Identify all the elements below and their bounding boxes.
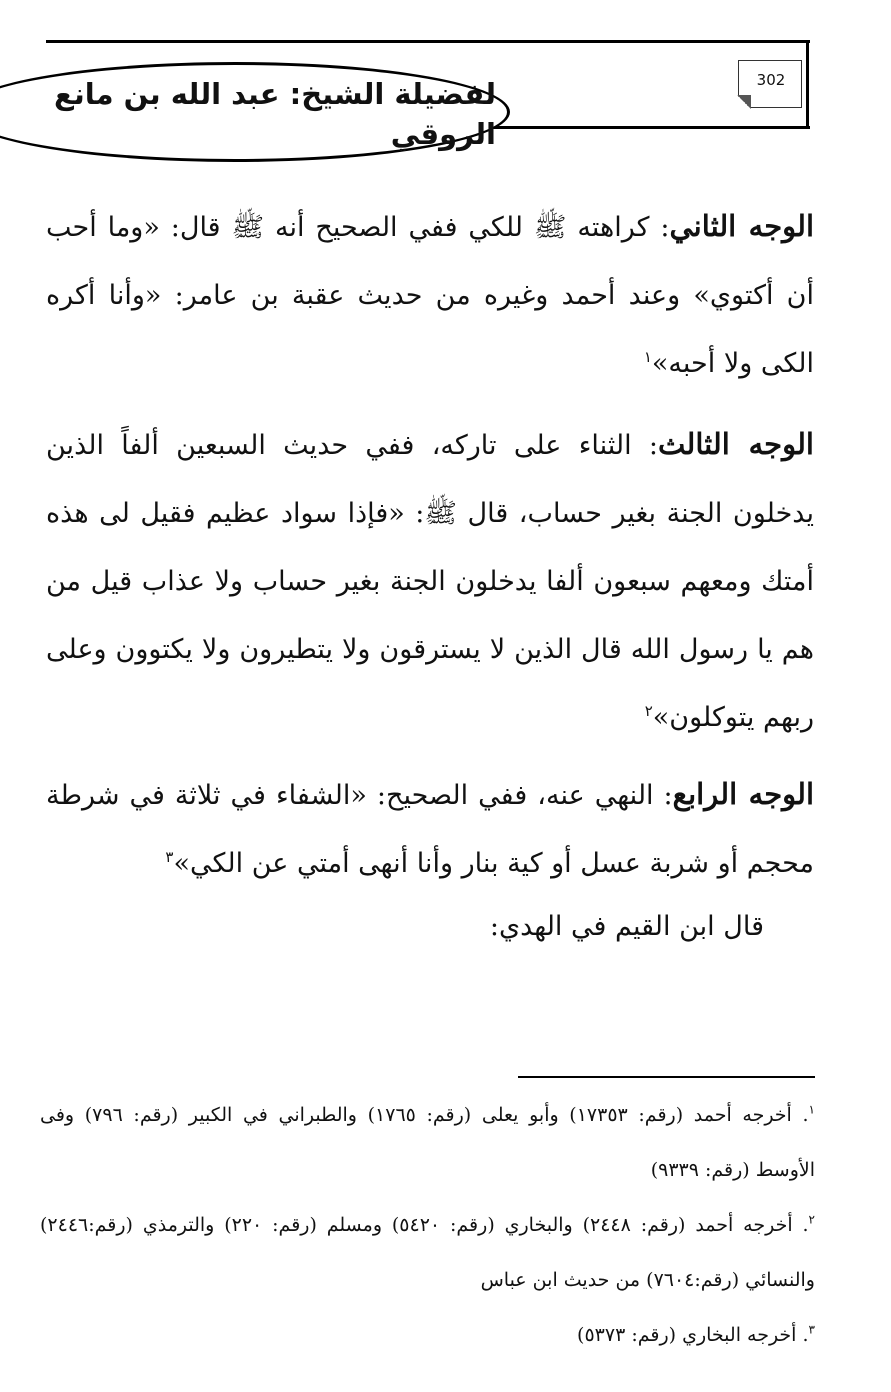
paragraph-heading: الوجه الرابع	[672, 777, 815, 811]
footnote-text: . أخرجه أحمد (رقم: ١٧٣٥٣) وأبو يعلى (رقم: ١٧٦٥) والطبراني في الكبير (رقم: ٧٩٦) وفى الأوسط (رقم: ٩٣٣٩)	[40, 1104, 815, 1181]
paragraph-heading: الوجه الثاني	[669, 209, 814, 243]
footnote-ref: ١	[643, 348, 652, 366]
header-top-rule	[46, 40, 810, 43]
header-title: لفضيلة الشيخ: عبد الله بن مانع الروقي	[54, 77, 496, 151]
footnote-item	[40, 1088, 815, 1198]
footnote-ref: ٢	[644, 702, 653, 720]
footnote-text: . أخرجه البخاري (رقم: ٥٣٧٣)	[577, 1324, 809, 1346]
paragraph-text: : النهي عنه، ففي الصحيح: «الشفاء في ثلاثة في شرطة محجم أو شربة عسل أو كية بنار وأنا أنهى أمتي عن الكي»	[46, 780, 814, 879]
paragraph-text: : الثناء على تاركه، ففي حديث السبعين ألفاً الذين يدخلون الجنة بغير حساب، قال ﷺ: «فإذا سواد عظيم فقيل لى هذه أمتك ومعهم سبعون ألفا يدخلون الجنة بغير حساب ولا عذاب قيل من هم يا رسول الله قال الذين لا يسترقون ولا يتطيرون ولا يكتوون وعلى ربهم يتوكلون»	[46, 430, 814, 733]
page-number-box	[738, 60, 802, 108]
footnote-text: . أخرجه أحمد (رقم: ٢٤٤٨) والبخاري (رقم: ٥٤٢٠) ومسلم (رقم: ٢٢٠) والترمذي (رقم:٢٤٤٦) والنسائي (رقم:٧٦٠٤) من حديث ابن عباس	[40, 1214, 815, 1291]
footnote-ref: ٣	[165, 848, 174, 866]
paragraph-text: : كراهته ﷺ للكي ففي الصحيح أنه ﷺ قال: «وما أحب أن أكتوي» وعند أحمد وغيره من حديث عقبة بن عامر: «وأنا أكره الكى ولا أحبه»	[46, 212, 814, 379]
footnote-item	[40, 1308, 815, 1363]
paragraph-third-aspect	[46, 410, 814, 752]
footnote-number: ١	[808, 1102, 815, 1117]
page-number: 302	[756, 71, 786, 89]
footnote-item	[40, 1198, 815, 1308]
footnote-separator	[518, 1076, 815, 1078]
paragraph-second-aspect	[46, 192, 814, 398]
header-bottom-rule	[460, 126, 810, 129]
paragraph-fourth-aspect	[46, 760, 814, 898]
header-right-rule	[806, 40, 809, 129]
page-curl-icon	[737, 95, 751, 109]
footnote-number: ٣	[808, 1322, 815, 1337]
paragraph-heading: الوجه الثالث	[658, 427, 814, 461]
footnotes	[40, 1088, 815, 1363]
page-header	[0, 40, 810, 151]
footnote-number: ٢	[808, 1212, 815, 1227]
paragraph-ibn-qayyim: قال ابن القيم في الهدي:	[489, 911, 764, 942]
